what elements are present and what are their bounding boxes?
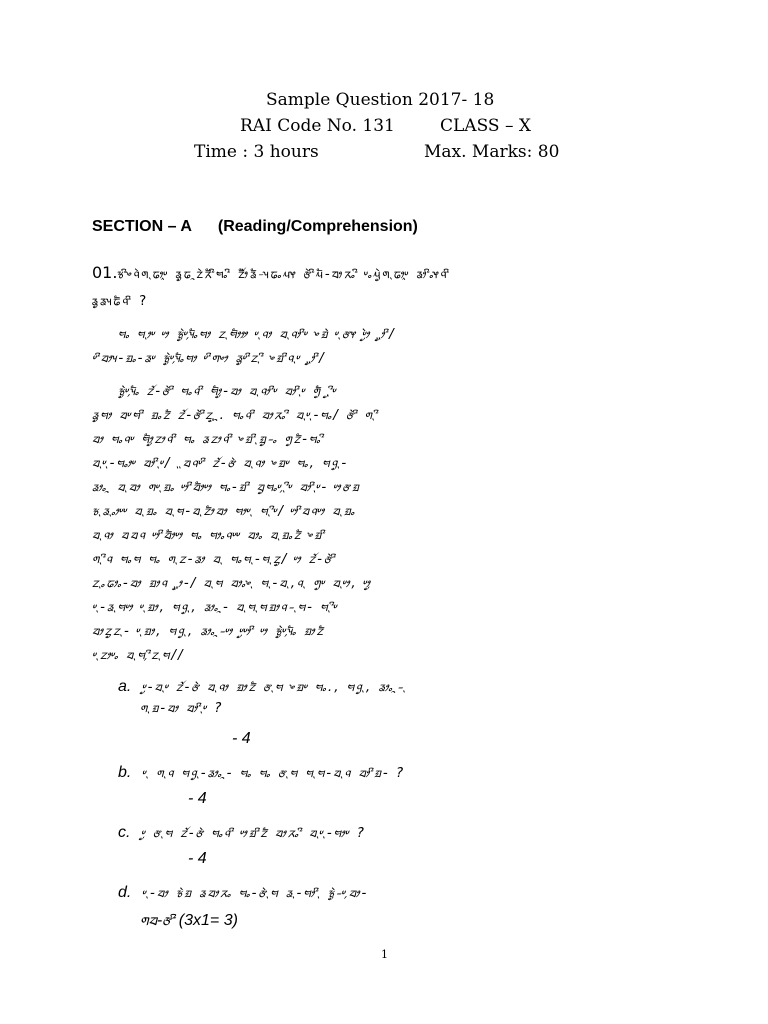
passage-line: ᤃᤧᤢᤸ᤹ᤵᤠᤱ ᤁᤨ-ᤅᤧᤡ ᤗᤱᤚᤡ ᤗᤥᤢ-ᤔᤣ ᤔᤷᤚᤣᤡᤸ ᤔᤣᤡᤷᤸ ᤛᤢᤠ ᤷᤢᤡᤸ	[118, 383, 338, 399]
sub-question-text: ᤸᤷ ᤛᤷᤚ ᤗᤚᤢᤷ-ᤕᤣᤱᤳ- ᤗᤱ ᤗᤱ ᤅᤷᤗ ᤗᤷᤗ-ᤔᤷᤚ ᤔᤣᤡᤀ- ?	[141, 765, 406, 781]
passage-line: ᤔᤷᤸᤷ-ᤗᤱᤣᤸ ᤔᤣᤡᤷᤸ/ ᤷᤷᤔᤚᤸᤡ ᤁᤨ-ᤅᤧ ᤔᤷᤚᤣ ᤴᤀᤸ ᤗᤱ, ᤗᤚᤢᤷ-	[92, 455, 349, 471]
sub-question-label: b.	[118, 764, 132, 781]
passage-line: ᤔᤣ ᤗᤱᤚᤸ ᤗᤥᤢᤁᤣᤚᤡ ᤗᤱ ᤕᤁᤣᤚᤡ ᤴᤀᤡᤷᤀᤢ-ᤱ ᤛᤢᤁᤠ-ᤗᤱᤡ	[92, 431, 325, 447]
passage-line: ᤔᤷᤚᤣ ᤔᤔᤚ ᤸᤣᤡᤔᤥᤸᤣ ᤗᤱ ᤗᤣᤱᤚᤸᤸ ᤔᤣᤱ ᤔᤷᤀᤱᤁᤠ ᤴᤀᤡ	[92, 527, 326, 543]
sub-question-c	[118, 824, 366, 842]
passage-line: ᤕᤣᤱᤳ ᤔᤷᤔᤣ ᤛᤸᤷᤀᤱ ᤸᤣᤡᤔᤥᤸᤣ ᤗᤱ-ᤀᤡ ᤔᤢᤗᤱᤸ᤹ᤷᤡᤸ ᤔᤣᤡᤷᤸ- ᤸᤣᤅᤀ	[92, 479, 361, 495]
sub-question-label: d.	[118, 884, 132, 901]
passage-line: ᤸᤡᤔᤣᤵ-ᤀᤱ-ᤕᤸ ᤃᤧᤢᤸ᤹ᤵᤠᤱᤗᤣ ᤸᤡᤛᤴᤣ ᤕᤢᤸᤡᤁᤷᤡ ᤴᤀᤡᤚᤷᤸ ᤷᤷᤢᤣᤡ/	[92, 350, 326, 366]
sub-question-a-line-2: ᤛᤷᤀ-ᤔᤣ ᤔᤣᤡᤷᤸ ?	[140, 700, 224, 716]
sub-question-d	[118, 884, 368, 902]
sub-question-d-line-2: ᤛᤔ-ᤅᤡ (3x1= 3)	[140, 912, 238, 929]
max-marks-label: Max. Marks: 80	[424, 142, 560, 162]
question-1-line-2: ᤕᤢᤕᤵᤒᤠᤚᤡ ?	[92, 293, 149, 309]
question-text: ᤃᤡᤴᤚᤧᤛᤷᤒᤣᤪᤸ ᤕᤢᤒᤳᤁᤧᤖᤠᤡᤗᤱᤡ ᤁᤨᤥᤕᤠ-ᤵᤒᤱᤘᤶ ᤅᤧᤡᤘᤠ-ᤔᤣᤖᤱᤡ ᤸᤱᤘᤧᤢᤛᤷᤒᤣᤪᤸ ᤕᤣᤡᤱᤶᤚᤡ	[117, 266, 451, 282]
section-label: SECTION – A	[92, 218, 192, 235]
passage-line: ᤸᤷ-ᤕᤷᤗᤸᤣ ᤸᤷᤀᤣ, ᤗᤚᤢᤷ, ᤕᤣᤱᤳ- ᤔᤷᤗᤷᤗᤀᤣᤚ-ᤷᤗ- ᤗᤷᤡᤸ	[92, 599, 339, 615]
question-1-line-1	[92, 263, 451, 282]
passage-line: ᤕᤢᤗᤣ ᤔᤸᤗᤡ ᤀᤱᤁᤠ ᤁᤨ-ᤅᤧᤡᤁᤷᤢᤳ. ᤗᤱᤚᤡ ᤔᤣᤖᤱᤡ ᤔᤷᤸᤷ-ᤗᤱ/ ᤅᤧᤡ ᤛᤷᤡ	[92, 407, 379, 423]
sub-question-label: c.	[118, 824, 131, 841]
sub-question-label: a.	[118, 678, 132, 695]
question-number: 01.	[92, 263, 118, 282]
passage-line: ᤃᤷᤕᤷᤱᤣᤸᤸ ᤔᤷᤀᤱ ᤔᤷᤗ-ᤔᤷᤁᤥᤔᤣ ᤗᤣᤸᤷ ᤗᤷᤡᤸ/ ᤸᤣᤡᤔᤚᤸᤣ ᤔᤷᤀᤱ	[92, 503, 357, 519]
passage-line: ᤗᤱ ᤗᤷᤣᤸ ᤸᤣ ᤃᤧᤢᤸ᤹ᤵᤠᤱᤗᤣ ᤁᤷᤗᤥᤤ ᤸᤷᤚᤣ ᤔᤷᤚᤣᤡᤸ ᤴᤀᤧ ᤸᤷᤅᤶ ᤸᤢᤧᤣ ᤷᤷᤢᤣᤡ/	[118, 326, 396, 342]
class-label: CLASS – X	[440, 116, 531, 136]
sub-question-text: ᤸᤢ ᤅᤷᤗ ᤁᤨ-ᤅᤧ ᤗᤱᤚᤡ ᤸᤣᤀᤡᤁᤠ ᤔᤣᤖᤱᤡ ᤔᤷᤸᤷ-ᤗᤣᤸ ?	[140, 825, 366, 841]
section-heading	[92, 218, 418, 236]
exam-title: Sample Question 2017- 18	[266, 90, 495, 110]
sub-question-b	[118, 764, 405, 782]
passage-line: ᤛᤷᤡᤚ ᤗᤱᤗ ᤗᤱ ᤛᤷᤁ-ᤕᤣ ᤔᤷ ᤗᤱᤗᤷ-ᤗᤷᤁᤢ/ ᤸᤣ ᤁᤨ-ᤅᤧᤡ	[92, 551, 337, 567]
sub-question-c-marks: - 4	[188, 850, 207, 867]
sub-question-b-marks: - 4	[188, 790, 207, 807]
subject-code: RAI Code No. 131	[240, 116, 395, 136]
sub-question-a-marks: - 4	[232, 730, 251, 747]
passage-line: ᤸᤷᤁᤣᤸᤱ ᤔᤷᤗ᤹ᤡᤁᤷᤗ//	[92, 647, 185, 663]
sub-question-a	[118, 678, 407, 696]
section-subtitle: (Reading/Comprehension)	[217, 218, 418, 235]
time-label: Time : 3 hours	[194, 142, 319, 162]
sub-question-text: ᤸᤷ-ᤔᤣ ᤃᤧᤀ ᤕᤔᤣᤖᤱ ᤗᤱ-ᤅᤧᤷᤗ ᤕᤷ-ᤗᤣᤡᤷ ᤃᤧᤢ-ᤸ᤹ᤔᤣ-	[141, 885, 369, 901]
passage-line: ᤔᤣᤁᤢᤁᤷ- ᤸᤷᤀᤣ, ᤗᤚᤢᤷ, ᤕᤣᤱᤳ-ᤸᤣ ᤸᤢᤸᤣᤡ ᤸᤣ ᤃᤧᤢᤸ᤹ᤵᤠᤱ ᤀᤣᤁᤠ	[92, 623, 325, 639]
passage-line: ᤁᤷᤱᤒᤣᤱ-ᤔᤣ ᤀᤣᤚ ᤷᤷᤢᤣ-/ ᤔᤷᤗ ᤔᤣᤱᤴᤷ ᤗᤷ-ᤔᤷ,ᤚᤷ ᤛᤢᤸ ᤔᤷᤸᤣ, ᤸᤣᤢ	[92, 575, 372, 591]
sub-question-text: ᤸᤢ-ᤔᤷᤸ ᤁᤨ-ᤅᤧ ᤔᤷᤚᤣ ᤀᤣᤁᤠ ᤅᤷᤗ ᤴᤀᤸ ᤗᤱ., ᤗᤚᤢᤷ, ᤕᤣᤱᤳ-ᤷ	[141, 679, 407, 695]
page-number: 1	[381, 948, 388, 961]
